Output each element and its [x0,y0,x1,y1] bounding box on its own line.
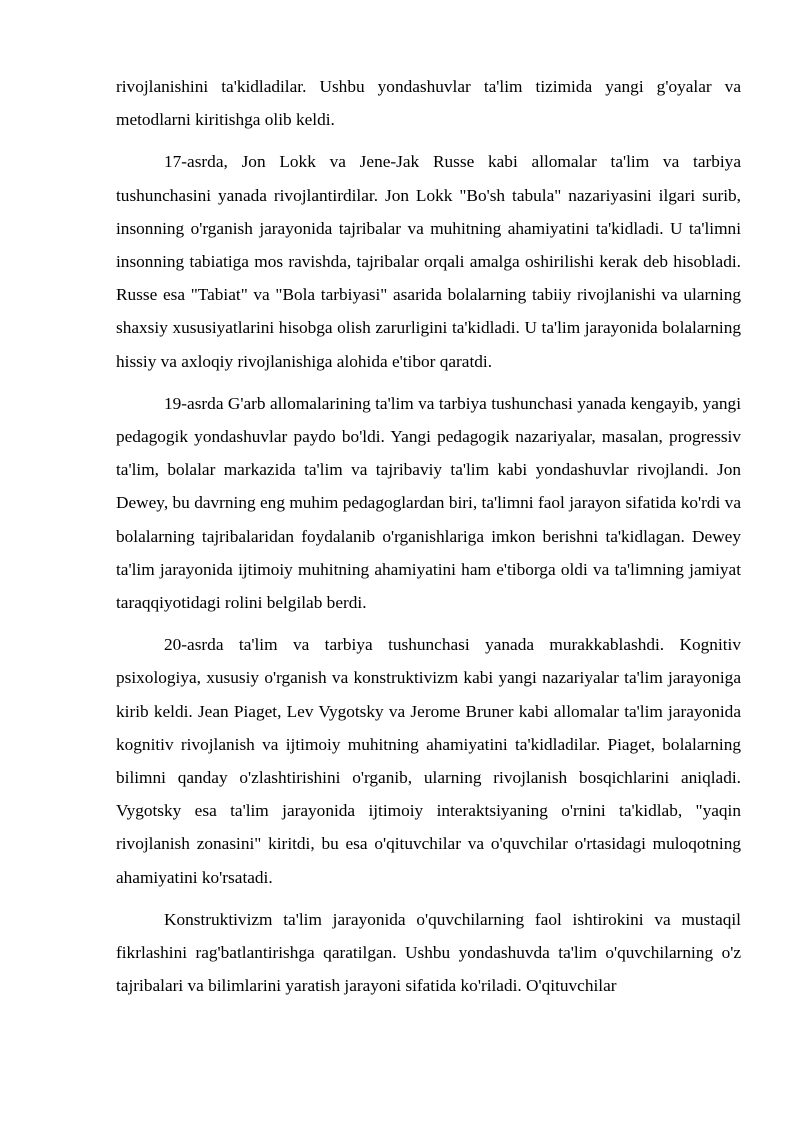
paragraph-19th-century: 19-asrda G'arb allomalarining ta'lim va tarbiya tushunchasi yanada kengayib, yangi pedagogik yondashuvlar paydo bo'ldi. Yangi pedagogik nazariyalar, masalan, progressiv ta'lim, bolalar markazida ta'lim va tajribaviy ta'lim kabi yondashuvlar rivojlandi. Jon Dewey, bu davrning eng muhim pedagoglardan biri, ta'limni faol jarayon sifatida ko'rdi va bolalarning tajribalaridan foydalanib o'rganishlariga imkon berishni ta'kidlagan. Dewey ta'lim jarayonida ijtimoiy muhitning ahamiyatini ham e'tiborga oldi va ta'limning jamiyat taraqqiyotidagi rolini belgilab berdi. [116,393,741,613]
paragraph-17th-century: 17-asrda, Jon Lokk va Jene-Jak Russe kabi allomalar ta'lim va tarbiya tushunchasini yanada rivojlantirdilar. Jon Lokk "Bo'sh tabula" nazariyasini ilgari surib, insonning o'rganish jarayonida tajribalar va muhitning ahamiyatini ta'kidladi. U ta'limni insonning tabiatiga mos ravishda, tajribalar orqali amalga oshirilishi kerak deb hisobladi. Russe esa "Tabiat" va "Bola tarbiyasi" asarida bolalarning tabiiy rivojlanishi va ularning shaxsiy xususiyatlarini hisobga olish zarurligini ta'kidladi. U ta'lim jarayonida bolalarning hissiy va axloqiy rivojlanishiga alohida e'tibor qaratdi. [116,152,741,371]
paragraph-continuation: rivojlanishini ta'kidladilar. Ushbu yondashuvlar ta'lim tizimida yangi g'oyalar va metodlarni kiritishga olib keldi. [116,77,741,130]
paragraph-20th-century: 20-asrda ta'lim va tarbiya tushunchasi yanada murakkablashdi. Kognitiv psixologiya, xususiy o'rganish va konstruktivizm kabi yangi nazariyalar ta'lim jarayoniga kirib keldi. Jean Piaget, Lev Vygotsky va Jerome Bruner kabi allomalar ta'lim jarayonida kognitiv rivojlanish va ijtimoiy muhitning ahamiyatini ta'kidladilar. Piaget, bolalarning bilimni qanday o'zlashtirishini o'rganib, ularning rivojlanish bosqichlarini aniqladi. Vygotsky esa ta'lim jarayonida ijtimoiy interaktsiyaning o'rnini ta'kidlab, "yaqin rivojlanish zonasini" kiritdi, bu esa o'qituvchilar va o'quvchilar o'rtasidagi muloqotning ahamiyatini ko'rsatadi. [116,635,741,887]
paragraph-constructivism: Konstruktivizm ta'lim jarayonida o'quvchilarning faol ishtirokini va mustaqil fikrlashini rag'batlantirishga qaratilgan. Ushbu yondashuvda ta'lim o'quvchilarning o'z tajribalari va bilimlarini yaratish jarayoni sifatida ko'riladi. O'qituvchilar [116,909,741,996]
document-body [116,70,741,1011]
